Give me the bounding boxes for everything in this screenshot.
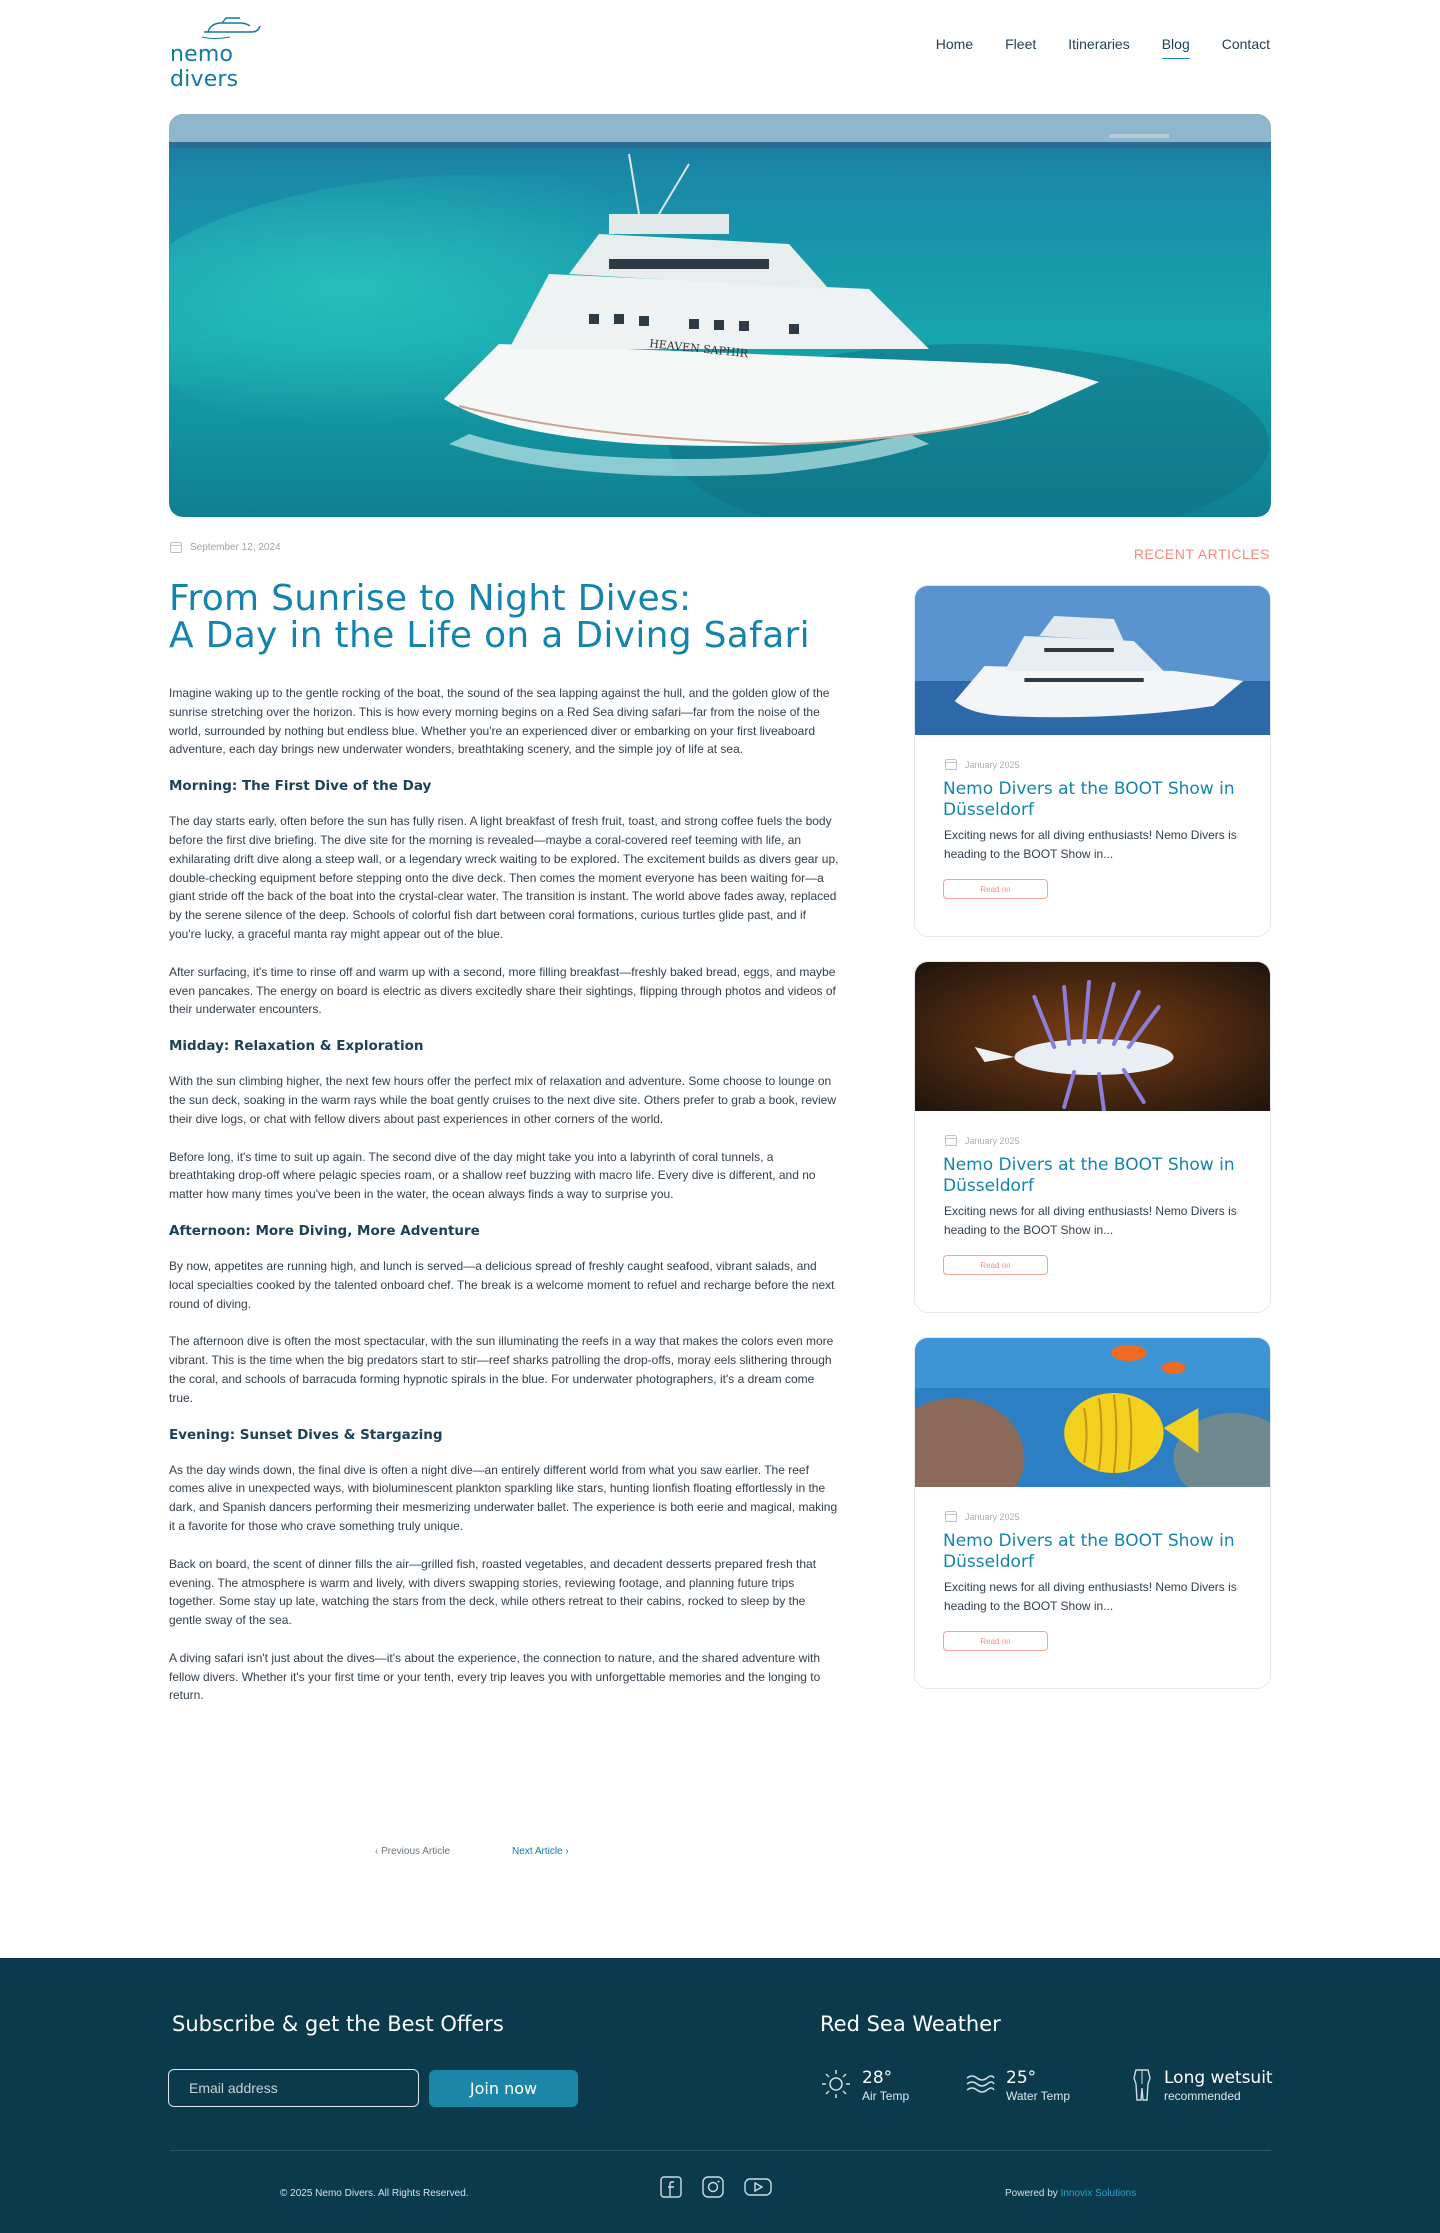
article-title xyxy=(169,580,869,654)
water-temp-value: 25° xyxy=(1006,2068,1037,2088)
card-thumbnail xyxy=(915,962,1270,1111)
article-paragraph: Back on board, the scent of dinner fills the air—grilled fish, roasted vegetables, and decadent desserts prepared fresh that evening. The atmosphere is warm and lively, with divers swapping stories, reviewing footage, and planning future trips together. Some stay up late, watching the stars from the deck, while others retreat to their cabins, rocked to sleep by the gentle sway of the sea. xyxy=(169,1556,817,1628)
weather-water-temp xyxy=(964,2068,1070,2104)
card-excerpt: Exciting news for all diving enthusiasts! Nemo Divers is heading to the BOOT Show in... xyxy=(944,1204,1237,1237)
hero-image xyxy=(169,114,1271,517)
recent-article-card[interactable] xyxy=(914,1337,1271,1689)
read-on-button[interactable]: Read on xyxy=(943,879,1048,899)
site-footer xyxy=(0,1958,1440,2233)
card-title[interactable]: Nemo Divers at the BOOT Show in Düsseldorf xyxy=(943,1531,1235,1572)
article-subheading: Afternoon: More Diving, More Adventure xyxy=(169,1222,480,1239)
card-date-text: January 2025 xyxy=(965,1135,1020,1146)
calendar-icon xyxy=(170,542,182,553)
water-temp-label: Water Temp xyxy=(1006,2089,1071,2103)
email-input[interactable] xyxy=(168,2069,419,2107)
article-paragraph: With the sun climbing higher, the next few hours offer the perfect mix of relaxation and adventure. Some choose to lounge on the sun deck, soaking in the warm rays while the boat gently cruises to the next dive site. Others prefer to grab a book, review their dive logs, or chat with fellow divers about past experiences in other corners of the world. xyxy=(169,1074,837,1126)
instagram-icon[interactable] xyxy=(702,2176,724,2203)
card-date-text: January 2025 xyxy=(965,759,1020,770)
article-paragraph: Before long, it's time to suit up again. The second dive of the day might take you into a labyrinth of coral tunnels, a breathtaking drop-off where pelagic species roam, or a shallow reef buzzing with macro life. Every dive is different, and no matter how many times you've been in the water, the ocean always finds a way to surprise you. xyxy=(169,1149,816,1202)
facebook-icon[interactable] xyxy=(660,2176,682,2203)
article-title-line1: From Sunrise to Night Dives: xyxy=(169,578,692,619)
calendar-icon xyxy=(945,759,957,770)
card-title[interactable]: Nemo Divers at the BOOT Show in Düsseldorf xyxy=(943,1155,1235,1196)
next-article-label: Next Article xyxy=(512,1846,563,1857)
recent-article-card[interactable] xyxy=(914,585,1271,937)
article-body xyxy=(169,684,841,1724)
social-links xyxy=(660,2176,772,2203)
article-date-text: September 12, 2024 xyxy=(190,542,281,553)
card-excerpt: Exciting news for all diving enthusiasts! Nemo Divers is heading to the BOOT Show in... xyxy=(944,828,1237,861)
article-date xyxy=(170,542,281,553)
article-paragraph: Imagine waking up to the gentle rocking of the boat, the sound of the sea lapping against the hull, and the golden glow of the sunrise stretching over the horizon. This is how every morning begins on a Red Sea diving safari—far from the noise of the world, surrounded by nothing but endless blue. Whether you're an experienced diver or embarking on your first liveaboard adventure, each day brings new underwater wonders, breathtaking scenery, and the simple joy of life at sea. xyxy=(169,686,830,757)
air-temp-value: 28° xyxy=(862,2068,893,2088)
article-paragraph: As the day winds down, the final dive is often a night dive—an entirely different world from what you saw earlier. The reef comes alive in unexpected ways, with bioluminescent plankton sparkling like stars, hunting lionfish floating effortlessly in the dark, and Spanish dancers performing their mesmerizing underwater ballet. The experience is both eerie and magical, making it a favorite for those who crave something truly unique. xyxy=(169,1462,838,1533)
card-date-text: January 2025 xyxy=(965,1511,1020,1522)
weather-wetsuit xyxy=(1130,2068,1273,2104)
article-paragraph: The day starts early, often before the sun has fully risen. A light breakfast of fresh fruit, toast, and strong coffee fuels the body before the first dive briefing. The dive site for the morning is revealed—maybe a coral-covered reef teeming with life, an exhilarating drift dive along a steep wall, or a legendary wreck waiting to be explored. The excitement builds as divers gear up, double-checking equipment before stepping onto the dive deck. Then comes the moment everyone has been waiting for—a giant stride off the back of the boat into the crystal-clear water. The transition is instant. The world above fades away, replaced by the serene silence of the deep. Schools of colorful fish dart between coral formations, curious turtles glide past, and if you're lucky, a graceful manta ray might appear out of the blue. xyxy=(169,814,839,941)
nav-fleet[interactable]: Fleet xyxy=(1005,36,1037,52)
chevron-left-icon: ‹ xyxy=(375,1846,382,1857)
powered-by xyxy=(1005,2188,1136,2199)
article-paragraph: The afternoon dive is often the most spectacular, with the sun illuminating the reefs in a way that makes the colors even more vibrant. This is the time when the big predators start to stir—reef sharks patrolling the drop-offs, moray eels slithering through the coral, and schools of barracuda forming hypnotic spirals in the blue. For underwater photographers, it's a dream come true. xyxy=(169,1334,834,1405)
nav-home[interactable]: Home xyxy=(935,36,974,52)
wetsuit-value: Long wetsuit xyxy=(1164,2068,1273,2088)
previous-article-link[interactable] xyxy=(375,1846,450,1857)
recent-article-card[interactable] xyxy=(914,961,1271,1313)
weather-title: Red Sea Weather xyxy=(820,2012,1001,2036)
article-paragraph: A diving safari isn't just about the dives—it's about the experience, the connection to nature, and the shared adventure with fellow divers. Whether it's your first time or your tenth, every trip leaves you with unforgettable memories and the longing to return. xyxy=(169,1650,821,1703)
powered-by-link[interactable]: Innovix Solutions xyxy=(1060,2188,1137,2199)
recent-articles-title: RECENT ARTICLES xyxy=(1133,546,1270,562)
article-paragraph: After surfacing, it's time to rinse off and warm up with a second, more filling breakfast—freshly baked bread, eggs, and maybe even pancakes. The energy on board is electric as divers excitedly share their sightings, flipping through photos and videos of their underwater encounters. xyxy=(169,964,836,1017)
card-date xyxy=(945,759,1020,770)
boat-name: HEAVEN SAPHIR xyxy=(648,337,749,361)
read-on-button[interactable]: Read on xyxy=(943,1631,1048,1651)
waves-icon xyxy=(964,2068,996,2100)
card-thumbnail xyxy=(915,1338,1270,1487)
article-subheading: Evening: Sunset Dives & Stargazing xyxy=(169,1426,443,1443)
wetsuit-icon xyxy=(1130,2068,1154,2102)
card-title[interactable]: Nemo Divers at the BOOT Show in Düsseldorf xyxy=(943,779,1235,820)
weather-air-temp xyxy=(820,2068,909,2104)
previous-article-label: Previous Article xyxy=(381,1846,451,1857)
nav-itineraries[interactable]: Itineraries xyxy=(1068,36,1130,52)
footer-divider xyxy=(170,2150,1271,2151)
article-subheading: Midday: Relaxation & Exploration xyxy=(169,1038,424,1055)
youtube-icon[interactable] xyxy=(744,2176,772,2203)
read-on-button[interactable]: Read on xyxy=(943,1255,1048,1275)
site-header xyxy=(0,0,1440,100)
boat-logo-icon xyxy=(200,16,262,42)
nav-blog[interactable]: Blog xyxy=(1162,36,1190,59)
sun-icon xyxy=(820,2068,852,2100)
chevron-right-icon: › xyxy=(562,1846,569,1857)
wetsuit-label: recommended xyxy=(1164,2089,1241,2103)
copyright: © 2025 Nemo Divers. All Rights Reserved. xyxy=(280,2188,469,2199)
logo-text: nemo divers xyxy=(170,42,239,92)
calendar-icon xyxy=(945,1511,957,1522)
calendar-icon xyxy=(945,1135,957,1146)
article-title-line2: A Day in the Life on a Diving Safari xyxy=(169,615,810,656)
card-excerpt: Exciting news for all diving enthusiasts! Nemo Divers is heading to the BOOT Show in... xyxy=(944,1580,1237,1613)
card-date xyxy=(945,1511,1020,1522)
main-nav xyxy=(936,36,1270,59)
card-thumbnail xyxy=(915,586,1270,735)
article-paragraph: By now, appetites are running high, and lunch is served—a delicious spread of freshly caught seafood, vibrant salads, and local specialties cooked by the talented onboard chef. The break is a welcome moment to refuel and recharge before the next round of diving. xyxy=(169,1258,835,1311)
subscribe-title: Subscribe & get the Best Offers xyxy=(172,2012,504,2036)
article-pagination xyxy=(375,1846,569,1857)
article-subheading: Morning: The First Dive of the Day xyxy=(169,778,432,795)
site-logo[interactable] xyxy=(170,16,300,92)
powered-by-prefix: Powered by xyxy=(1005,2188,1058,2199)
card-date xyxy=(945,1135,1020,1146)
next-article-link[interactable] xyxy=(512,1846,569,1857)
air-temp-label: Air Temp xyxy=(862,2089,910,2103)
join-now-button[interactable]: Join now xyxy=(429,2070,578,2107)
nav-contact[interactable]: Contact xyxy=(1221,36,1270,52)
